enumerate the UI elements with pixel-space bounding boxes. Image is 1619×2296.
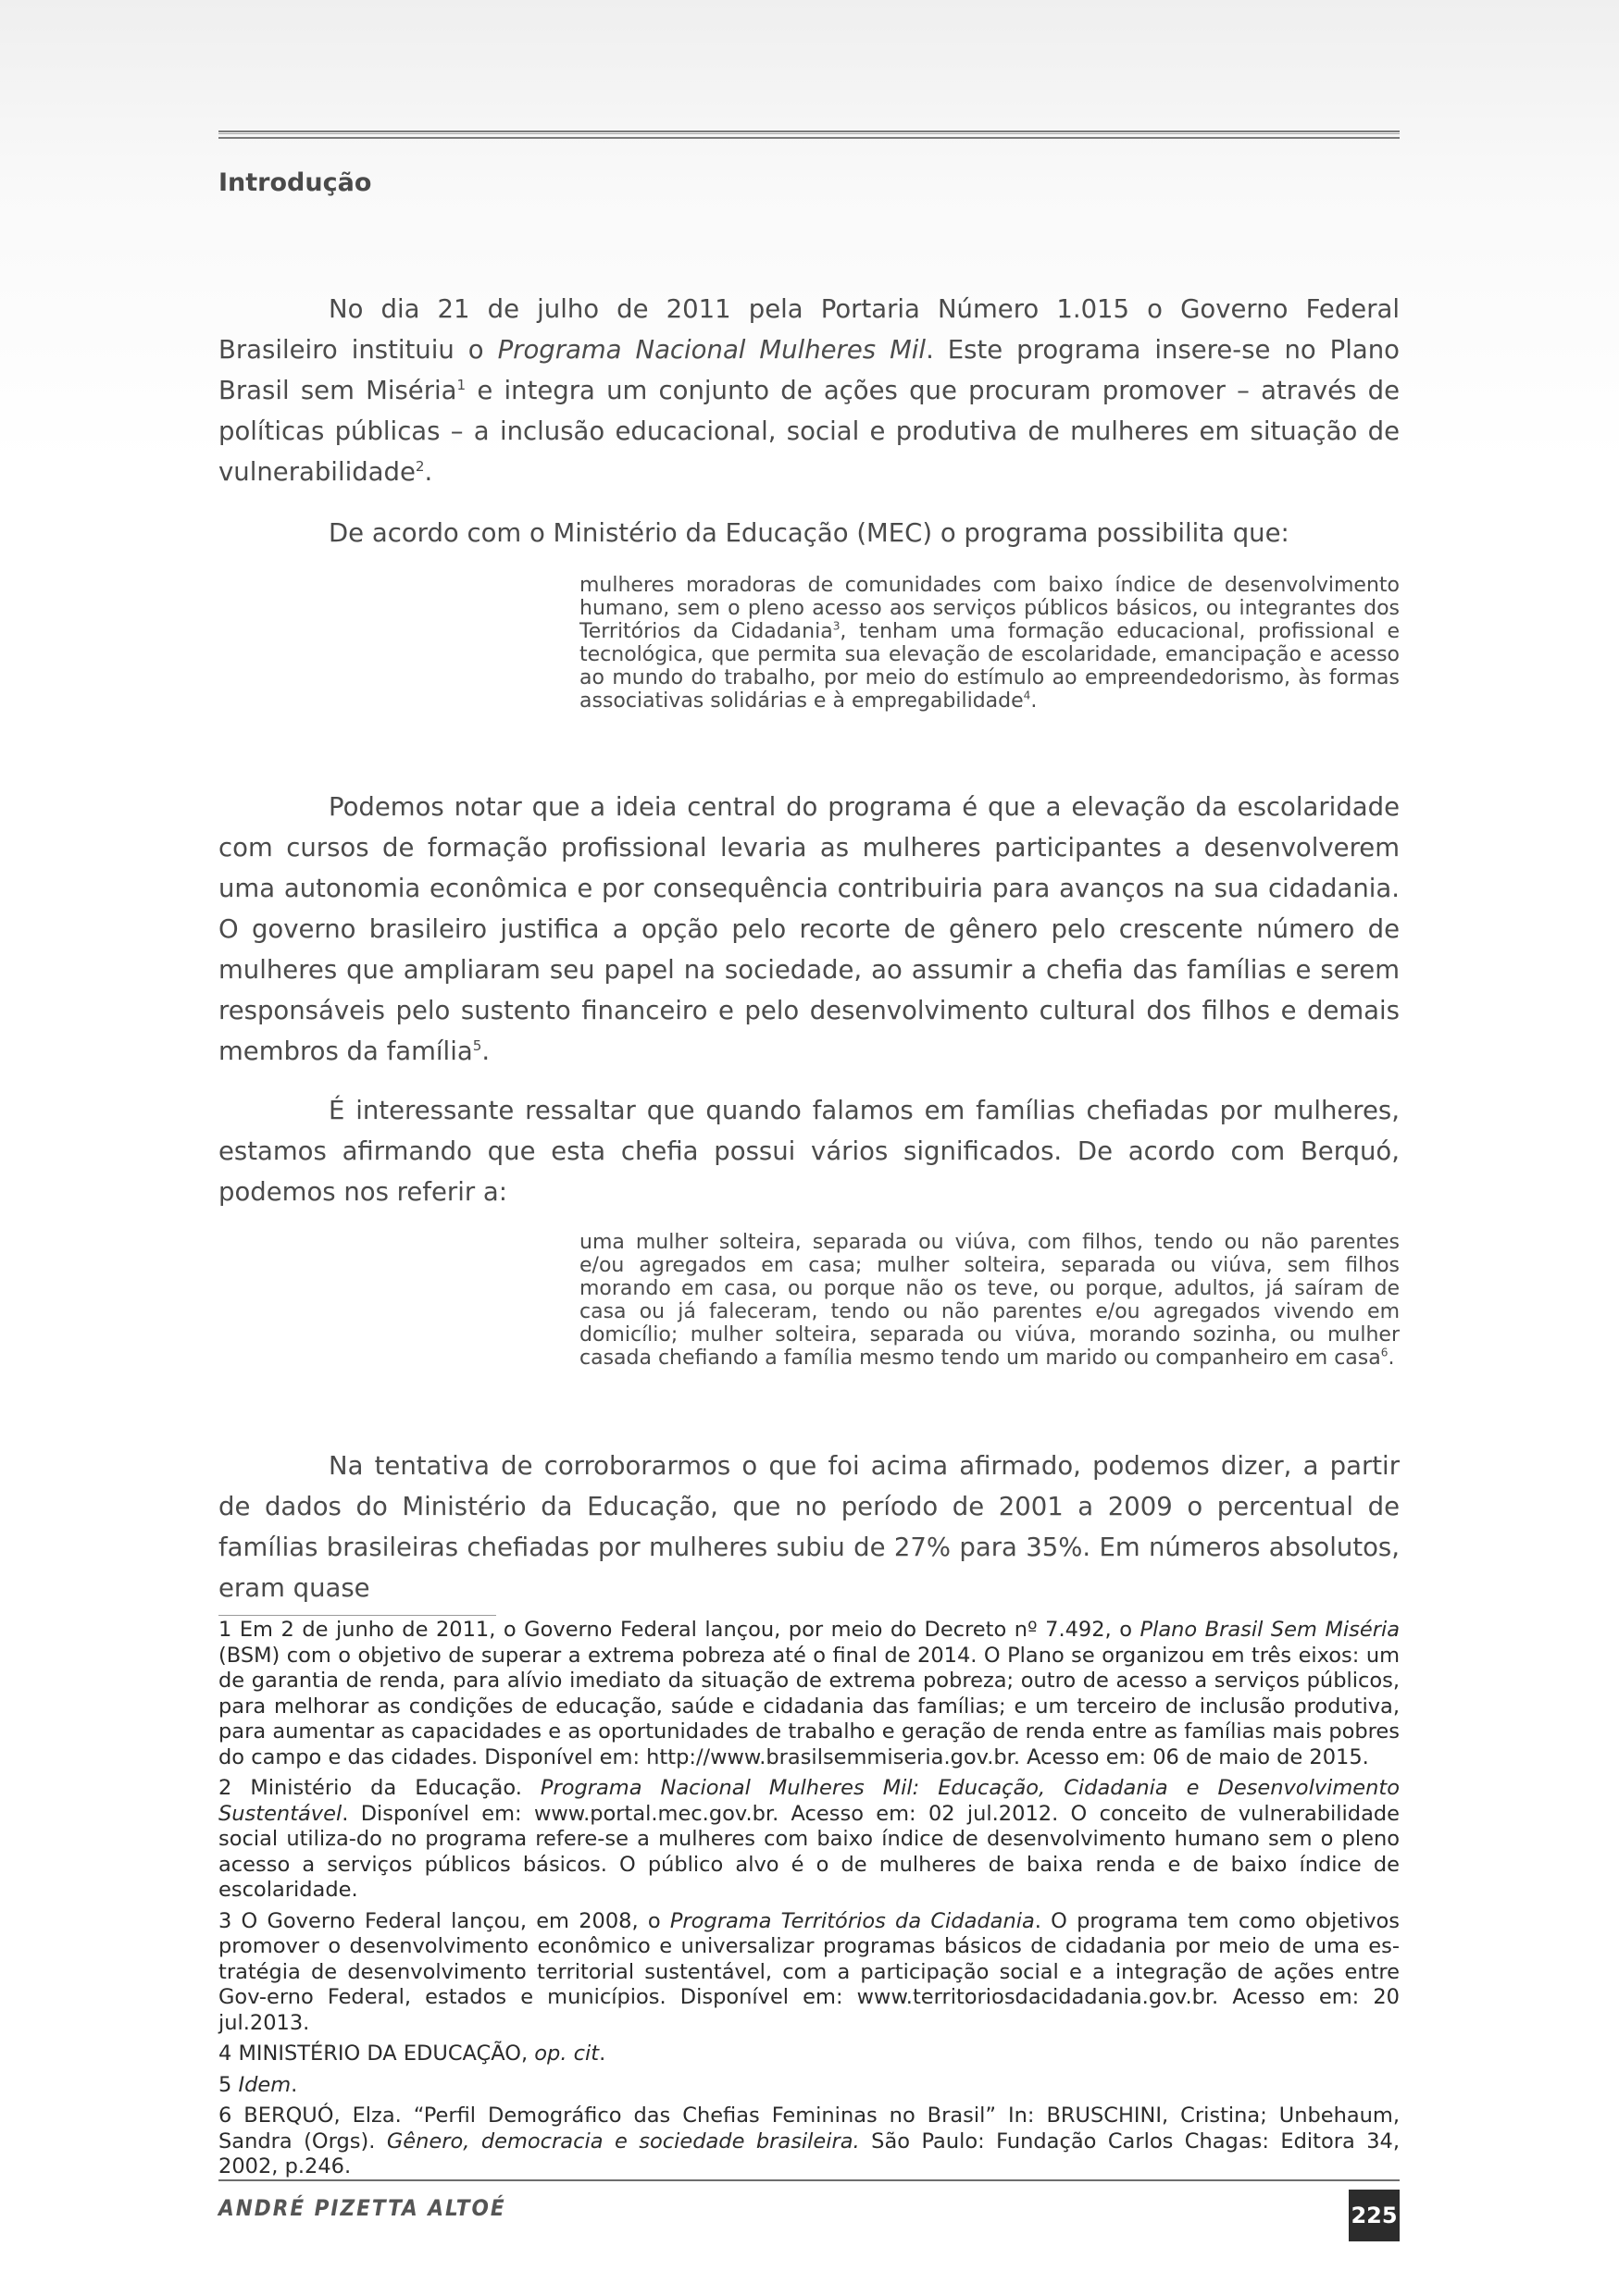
paragraph-4: É interessante ressaltar que quando falamos em famílias chefiadas por mulheres, estamos afirmando que esta chefia possui vários significados. De acordo com Berquó, podemos nos referir a: — [218, 1096, 1400, 1207]
paragraph-1: No dia 21 de julho de 2011 pela Portaria Número 1.015 o Governo Federal Brasileiro instituiu o Programa Nacional Mulheres Mil. Este programa insere-se no Plano Brasil sem Miséria$^1$ e integra um conjunto de ações que procuram promover – através de políticas públicas – a inclusão educacional, social e produtiva de mulheres em situação de vulnerabilidade$^2$. — [218, 294, 1401, 487]
footer-author: ANDRÉ PIZETTA ALTOÉ — [218, 2195, 506, 2221]
footer-rule — [218, 2179, 1400, 2181]
footnote-ref-3[interactable]: 3 — [832, 619, 841, 633]
page-number: 225 — [1349, 2190, 1400, 2241]
footnote-ref-4[interactable]: 4 — [1023, 689, 1031, 702]
footnote-separator — [218, 1615, 496, 1616]
paragraph-3: Podemos notar que a ideia central do programa é que a elevação da escolaridade com cursos de formação profissional levaria as mulheres participantes a desenvolverem uma autonomia econômica e por consequência contribuiria para avanços na sua cidadania. O governo brasileiro justifica a opção pelo recorte de gênero pelo crescente número de mulheres que ampliaram seu papel na sociedade, ao assumir a chefia das famílias e serem responsáveis pelo sustento financeiro e pelo desenvolvimento cultural dos filhos e demais membros da família$^5$. — [218, 792, 1400, 1066]
section-title: Introdução — [218, 168, 372, 197]
footnote-3: 3 O Governo Federal lançou, em 2008, o Programa Territórios da Cidadania. O programa tem como objetivos promover o desenvolvimento econômico e universalizar programas básicos de cidadania por meio de uma es-tratégia de desenvolvimento territorial sustentável, com a participação social e a integração de ações entre Gov-erno Federal, estados e municípios. Disponível em: www.territoriosdacidadania.gov.br. Acesso em: 20 jul.2013. — [218, 1908, 1400, 2035]
header-rule — [218, 130, 1400, 139]
footnote-ref-5[interactable]: 5 — [472, 1036, 482, 1054]
footnote-2: 2 Ministério da Educação. Programa Nacional Mulheres Mil: Educação, Cidadania e Desenvolvimento Sustentável. Disponível em: www.portal.mec.gov.br. Acesso em: 02 jul.2012. O conceito de vulnerabilidade social utiliza-do no programa refere-se a mulheres com baixo índice de desenvolvimento humano sem o pleno acesso a serviços públicos básicos. O público alvo é o de mulheres de baixa renda e de baixo índice de escolaridade. — [218, 1776, 1400, 1902]
footnote-4: 4 MINISTÉRIO DA EDUCAÇÃO, op. cit. — [218, 2042, 606, 2066]
body-block-1 — [218, 289, 1400, 572]
footnote-1: 1 Em 2 de junho de 2011, o Governo Federal lançou, por meio do Decreto nº 7.492, o Plano Brasil Sem Miséria (BSM) com o objetivo de superar a extrema pobreza até o final de 2014. O Plano se organizou em três eixos: um de garantia de renda, para alívio imediato da situação de extrema pobreza; outro de acesso a serviços públicos, para melhorar as condições de educação, saúde e cidadania das famílias; e um terceiro de inclusão produtiva, para aumentar as capacidades e as oportunidades de trabalho e geração de renda entre as famílias mais pobres do campo e das cidades. Disponível em: http://www.brasilsemmiseria.gov.br. Acesso em: 06 de maio de 2015. — [218, 1618, 1400, 1769]
paragraph-5: Na tentativa de corroborarmos o que foi acima afirmado, podemos dizer, a partir de dados do Ministério da Educação, que no período de 2001 a 2009 o percentual de famílias brasileiras chefiadas por mulheres subiu de 27% para 35%. Em números absolutos, eram quase — [218, 1451, 1400, 1603]
block-quote-1: mulheres moradoras de comunidades com baixo índice de desenvolvimento humano, sem o pleno acesso aos serviços públicos básicos, ou integrantes dos Territórios da Cidadania$^3$, tenham uma formação educacional, profissional e tecnológica, que permita sua elevação de escolaridade, emancipação e acesso ao mundo do trabalho, por meio do estímulo ao empreendedorismo, às formas associativas solidárias e à empregabilidade$^4$. — [579, 574, 1400, 713]
footnote-ref-2[interactable]: 2 — [415, 457, 425, 475]
footnote-6: 6 BERQUÓ, Elza. “Perfil Demográfico das Chefias Femininas no Brasil” In: BRUSCHINI, Cristina; Unbehaum, Sandra (Orgs). Gênero, democracia e sociedade brasileira. São Paulo: Fundação Carlos Chagas: Editora 34, 2002, p.246. — [218, 2104, 1401, 2178]
paragraph-2: De acordo com o Ministério da Educação (MEC) o programa possibilita que: — [329, 518, 1289, 548]
page — [218, 0, 1400, 2296]
footnote-ref-6[interactable]: 6 — [1380, 1346, 1389, 1359]
body-block-3 — [218, 1446, 1400, 1627]
footnote-5: 5 Idem. — [218, 2072, 298, 2097]
block-quote-2: uma mulher solteira, separada ou viúva, com filhos, tendo ou não parentes e/ou agregados em casa; mulher solteira, separada ou viúva, sem filhos morando em casa, ou porque não os teve, ou porque, adultos, já saíram de casa ou já faleceram, tendo ou não parentes e/ou agregados vivendo em domicílio; mulher solteira, separada ou viúva, morando sozinha, ou mulher casada chefiando a família mesmo tendo um marido ou companheiro em casa$^6$. — [579, 1231, 1400, 1370]
footnotes — [218, 1618, 1400, 2186]
footnote-ref-1[interactable]: 1 — [456, 376, 467, 393]
body-block-2 — [218, 787, 1400, 1231]
